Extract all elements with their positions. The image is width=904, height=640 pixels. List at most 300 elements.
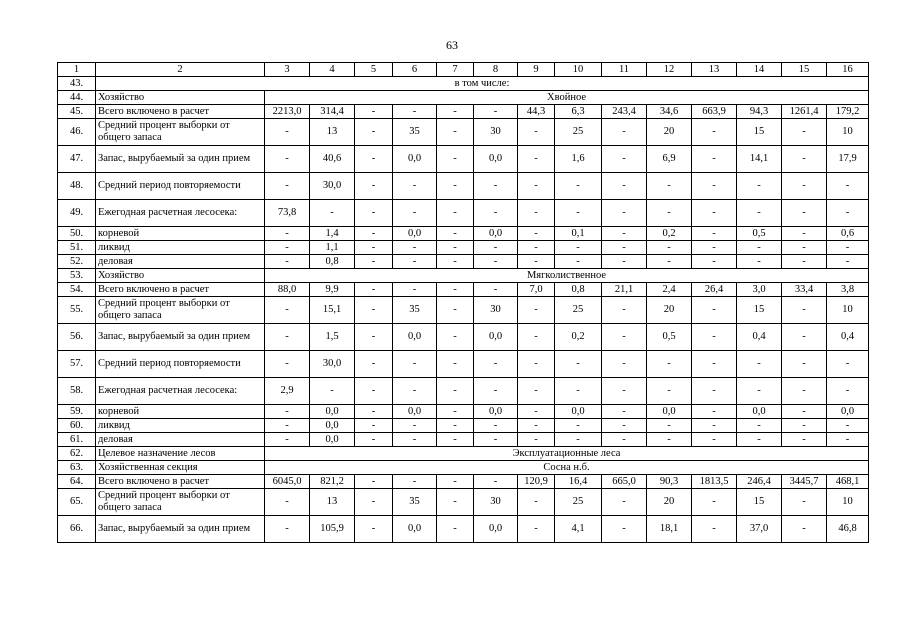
value-cell: - [782,146,827,173]
value-cell: - [518,324,555,351]
value-cell: - [355,255,393,269]
row-number-cell: 59. [58,405,96,419]
value-cell: 35 [393,489,437,516]
value-cell: - [555,200,602,227]
value-cell: - [737,419,782,433]
value-cell: - [355,378,393,405]
value-cell: - [265,405,310,419]
value-cell: - [782,516,827,543]
section-value-cell: Мягколиственное [265,269,869,283]
value-cell: 1,5 [310,324,355,351]
value-cell: - [782,419,827,433]
value-cell: - [827,241,869,255]
table-row [58,283,869,297]
value-cell: - [355,146,393,173]
value-cell: 0,0 [393,405,437,419]
value-cell: - [310,378,355,405]
row-label-cell: Целевое назначение лесов [96,447,265,461]
row-label-cell: Хозяйственная секция [96,461,265,475]
row-number-cell: 47. [58,146,96,173]
table-body [58,63,869,543]
row-number-cell: 52. [58,255,96,269]
value-cell: - [437,489,474,516]
value-cell: - [555,419,602,433]
table-row [58,200,869,227]
value-cell: 1261,4 [782,105,827,119]
value-cell: - [437,241,474,255]
value-cell: - [737,255,782,269]
value-cell: 0,4 [737,324,782,351]
value-cell: - [602,324,647,351]
value-cell: - [437,419,474,433]
value-cell: 0,2 [647,227,692,241]
value-cell: 0,0 [393,146,437,173]
value-cell: 821,2 [310,475,355,489]
row-number-cell: 50. [58,227,96,241]
value-cell: 40,6 [310,146,355,173]
row-label-cell: ликвид [96,241,265,255]
value-cell: - [518,173,555,200]
row-number-cell: 64. [58,475,96,489]
forest-allowance-table [57,62,869,543]
value-cell: - [474,283,518,297]
value-cell: - [647,173,692,200]
row-label-cell: Средний период повторяемости [96,173,265,200]
value-cell: - [827,351,869,378]
column-number-cell: 5 [355,63,393,77]
value-cell: 25 [555,489,602,516]
value-cell: 0,8 [555,283,602,297]
value-cell: - [393,378,437,405]
value-cell: 243,4 [602,105,647,119]
value-cell: - [692,433,737,447]
value-cell: 0,0 [474,324,518,351]
value-cell: 3,0 [737,283,782,297]
value-cell: - [555,255,602,269]
value-cell: - [555,378,602,405]
value-cell: - [265,119,310,146]
table-row [58,105,869,119]
value-cell: 35 [393,119,437,146]
value-cell: 179,2 [827,105,869,119]
value-cell: - [437,351,474,378]
value-cell: - [827,255,869,269]
value-cell: - [827,378,869,405]
value-cell: - [782,227,827,241]
value-cell: - [265,433,310,447]
value-cell: 9,9 [310,283,355,297]
value-cell: - [355,351,393,378]
value-cell: 30,0 [310,173,355,200]
value-cell: 10 [827,297,869,324]
value-cell: - [437,146,474,173]
value-cell: 0,0 [474,405,518,419]
row-label-cell: деловая [96,255,265,269]
value-cell: - [437,283,474,297]
value-cell: 18,1 [647,516,692,543]
value-cell: 246,4 [737,475,782,489]
value-cell: - [737,241,782,255]
value-cell: - [393,241,437,255]
value-cell: - [393,351,437,378]
table-row [58,489,869,516]
value-cell: - [692,405,737,419]
table-row [58,405,869,419]
value-cell: 663,9 [692,105,737,119]
value-cell: - [602,173,647,200]
table-row [58,77,869,91]
value-cell: - [474,475,518,489]
value-cell: - [692,516,737,543]
column-number-cell: 7 [437,63,474,77]
column-number-cell: 3 [265,63,310,77]
value-cell: 0,0 [555,405,602,419]
value-cell: 44,3 [518,105,555,119]
value-cell: - [393,433,437,447]
value-cell: 35 [393,297,437,324]
row-number-cell: 43. [58,77,96,91]
table-row [58,146,869,173]
value-cell: - [265,324,310,351]
value-cell: - [393,475,437,489]
value-cell: - [827,419,869,433]
row-label-cell: Запас, вырубаемый за один прием [96,516,265,543]
row-label-cell: Средний процент выборки от общего запаса [96,489,265,516]
row-label-cell: Всего включено в расчет [96,283,265,297]
table-row [58,269,869,283]
value-cell: - [265,351,310,378]
value-cell: - [737,173,782,200]
section-heading-cell: в том числе: [96,77,869,91]
value-cell: - [518,297,555,324]
value-cell: - [602,200,647,227]
value-cell: - [737,378,782,405]
row-number-cell: 53. [58,269,96,283]
value-cell: - [474,351,518,378]
value-cell: 15 [737,119,782,146]
value-cell: - [782,255,827,269]
value-cell: - [602,351,647,378]
column-number-row [58,63,869,77]
value-cell: 0,0 [393,516,437,543]
value-cell: 2213,0 [265,105,310,119]
value-cell: - [692,119,737,146]
table-row [58,475,869,489]
value-cell: - [692,146,737,173]
value-cell: 30 [474,119,518,146]
table-row [58,91,869,105]
value-cell: - [474,173,518,200]
row-label-cell: ликвид [96,419,265,433]
table-row [58,173,869,200]
value-cell: - [602,119,647,146]
section-value-cell: Хвойное [265,91,869,105]
value-cell: 10 [827,119,869,146]
value-cell: 14,1 [737,146,782,173]
value-cell: 665,0 [602,475,647,489]
value-cell: 13 [310,119,355,146]
value-cell: - [474,255,518,269]
value-cell: 2,9 [265,378,310,405]
value-cell: - [782,200,827,227]
value-cell: - [647,378,692,405]
column-number-cell: 9 [518,63,555,77]
value-cell: 3,8 [827,283,869,297]
value-cell: - [518,405,555,419]
value-cell: 15 [737,297,782,324]
value-cell: 1,6 [555,146,602,173]
row-number-cell: 60. [58,419,96,433]
value-cell: - [355,227,393,241]
value-cell: - [355,297,393,324]
value-cell: 6045,0 [265,475,310,489]
table-row [58,227,869,241]
value-cell: - [393,200,437,227]
value-cell: - [393,255,437,269]
value-cell: - [692,255,737,269]
value-cell: 0,0 [647,405,692,419]
value-cell: - [602,378,647,405]
row-label-cell: Хозяйство [96,269,265,283]
row-number-cell: 63. [58,461,96,475]
value-cell: - [355,405,393,419]
value-cell: - [555,241,602,255]
value-cell: - [393,419,437,433]
column-number-cell: 16 [827,63,869,77]
value-cell: - [437,227,474,241]
value-cell: - [518,200,555,227]
value-cell: - [647,419,692,433]
value-cell: 0,0 [827,405,869,419]
value-cell: - [647,255,692,269]
value-cell: - [355,324,393,351]
value-cell: 0,0 [393,324,437,351]
column-number-cell: 1 [58,63,96,77]
value-cell: - [555,173,602,200]
value-cell: 30 [474,489,518,516]
table-row [58,461,869,475]
value-cell: 0,0 [310,405,355,419]
value-cell: - [692,173,737,200]
row-number-cell: 66. [58,516,96,543]
value-cell: 7,0 [518,283,555,297]
row-number-cell: 62. [58,447,96,461]
value-cell: 10 [827,489,869,516]
value-cell: - [393,283,437,297]
row-label-cell: Ежегодная расчетная лесосека: [96,378,265,405]
table-row [58,419,869,433]
value-cell: - [355,119,393,146]
value-cell: - [355,241,393,255]
row-label-cell: Всего включено в расчет [96,475,265,489]
value-cell: 2,4 [647,283,692,297]
column-number-cell: 14 [737,63,782,77]
value-cell: - [602,489,647,516]
value-cell: - [393,173,437,200]
value-cell: 20 [647,489,692,516]
value-cell: - [782,119,827,146]
value-cell: - [692,419,737,433]
value-cell: - [265,297,310,324]
value-cell: - [355,433,393,447]
row-number-cell: 58. [58,378,96,405]
value-cell: 13 [310,489,355,516]
value-cell: - [555,351,602,378]
table-row [58,241,869,255]
value-cell: - [782,173,827,200]
row-label-cell: Средний период повторяемости [96,351,265,378]
value-cell: - [782,324,827,351]
value-cell: - [602,146,647,173]
value-cell: 0,5 [647,324,692,351]
row-label-cell: Средний процент выборки от общего запаса [96,119,265,146]
value-cell: - [437,173,474,200]
value-cell: 15,1 [310,297,355,324]
value-cell: - [518,351,555,378]
row-number-cell: 51. [58,241,96,255]
column-number-cell: 8 [474,63,518,77]
value-cell: - [692,200,737,227]
value-cell: - [265,489,310,516]
table-row [58,324,869,351]
value-cell: - [602,516,647,543]
value-cell: - [437,378,474,405]
value-cell: - [355,105,393,119]
value-cell: 4,1 [555,516,602,543]
value-cell: - [518,419,555,433]
value-cell: - [437,475,474,489]
row-number-cell: 61. [58,433,96,447]
value-cell: - [782,241,827,255]
table-row [58,516,869,543]
table-row [58,119,869,146]
value-cell: 30,0 [310,351,355,378]
value-cell: 6,3 [555,105,602,119]
value-cell: - [437,297,474,324]
value-cell: - [602,227,647,241]
value-cell: - [692,351,737,378]
row-number-cell: 48. [58,173,96,200]
value-cell: 30 [474,297,518,324]
value-cell: - [602,419,647,433]
value-cell: 46,8 [827,516,869,543]
value-cell: - [647,241,692,255]
row-number-cell: 57. [58,351,96,378]
value-cell: - [602,297,647,324]
column-number-cell: 15 [782,63,827,77]
value-cell: - [737,433,782,447]
value-cell: - [647,200,692,227]
value-cell: - [555,433,602,447]
value-cell: - [474,378,518,405]
row-label-cell: Запас, вырубаемый за один прием [96,324,265,351]
row-number-cell: 46. [58,119,96,146]
value-cell: 94,3 [737,105,782,119]
value-cell: 15 [737,489,782,516]
row-number-cell: 49. [58,200,96,227]
row-label-cell: деловая [96,433,265,447]
value-cell: 16,4 [555,475,602,489]
value-cell: - [647,433,692,447]
column-number-cell: 2 [96,63,265,77]
table-row [58,433,869,447]
value-cell: - [437,200,474,227]
value-cell: 0,0 [310,433,355,447]
column-number-cell: 4 [310,63,355,77]
column-number-cell: 6 [393,63,437,77]
value-cell: 25 [555,119,602,146]
value-cell: 120,9 [518,475,555,489]
value-cell: - [355,516,393,543]
value-cell: 26,4 [692,283,737,297]
row-number-cell: 55. [58,297,96,324]
value-cell: - [737,200,782,227]
value-cell: - [827,200,869,227]
value-cell: - [265,241,310,255]
value-cell: 0,5 [737,227,782,241]
value-cell: - [437,516,474,543]
value-cell: - [437,255,474,269]
value-cell: 0,8 [310,255,355,269]
value-cell: - [265,516,310,543]
value-cell: 1813,5 [692,475,737,489]
value-cell: - [265,419,310,433]
value-cell: - [474,200,518,227]
column-number-cell: 11 [602,63,647,77]
value-cell: 0,0 [474,516,518,543]
value-cell: - [310,200,355,227]
value-cell: - [782,433,827,447]
value-cell: - [474,419,518,433]
row-number-cell: 65. [58,489,96,516]
value-cell: - [518,227,555,241]
value-cell: 1,1 [310,241,355,255]
value-cell: - [355,283,393,297]
table-row [58,255,869,269]
value-cell: 0,1 [555,227,602,241]
row-label-cell: Всего включено в расчет [96,105,265,119]
value-cell: 34,6 [647,105,692,119]
value-cell: - [692,297,737,324]
row-number-cell: 45. [58,105,96,119]
value-cell: - [518,516,555,543]
value-cell: 21,1 [602,283,647,297]
value-cell: - [827,433,869,447]
value-cell: - [437,405,474,419]
value-cell: - [602,433,647,447]
row-label-cell: корневой [96,405,265,419]
value-cell: - [355,419,393,433]
column-number-cell: 13 [692,63,737,77]
value-cell: - [355,200,393,227]
value-cell: - [602,405,647,419]
value-cell: - [782,405,827,419]
table-row [58,297,869,324]
table-row [58,378,869,405]
value-cell: 0,4 [827,324,869,351]
value-cell: - [265,173,310,200]
value-cell: - [518,378,555,405]
value-cell: 37,0 [737,516,782,543]
value-cell: - [518,119,555,146]
value-cell: - [474,105,518,119]
value-cell: - [355,489,393,516]
value-cell: 0,0 [474,146,518,173]
value-cell: - [737,351,782,378]
value-cell: 1,4 [310,227,355,241]
value-cell: - [602,255,647,269]
value-cell: 0,0 [310,419,355,433]
